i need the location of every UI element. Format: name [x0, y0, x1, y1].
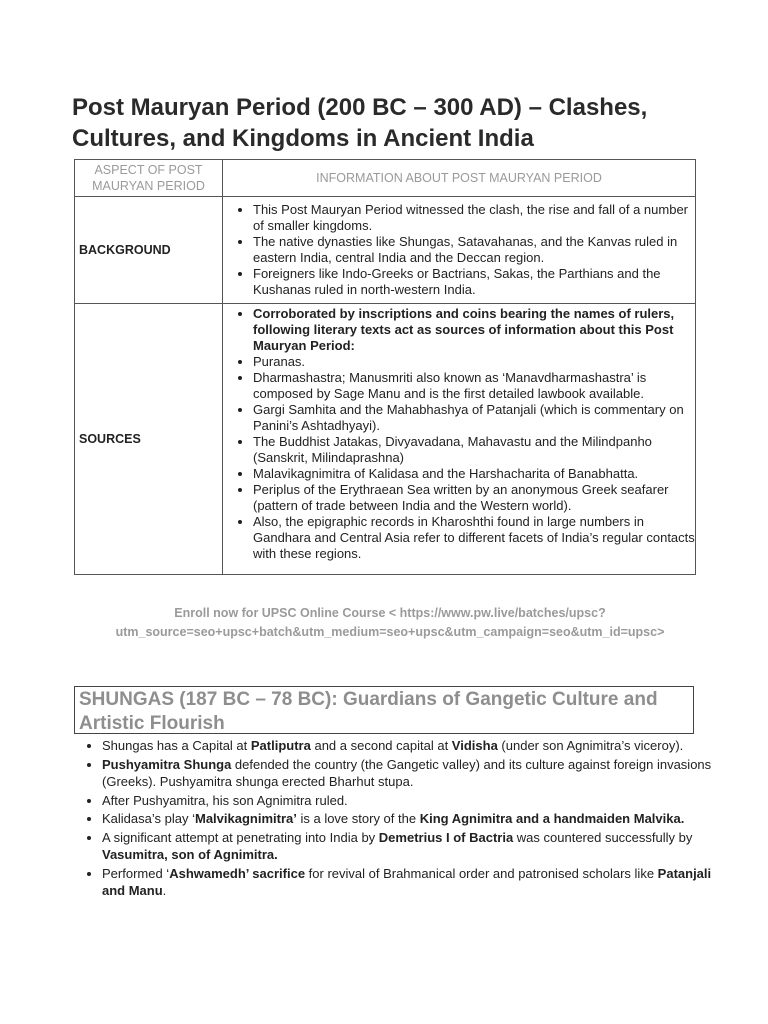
text: .: [162, 883, 167, 898]
list-item: [102, 829, 722, 864]
text: (under son Agnimitra’s viceroy).: [497, 738, 684, 753]
sources-list: [223, 306, 695, 562]
sources-info-cell: [223, 304, 696, 575]
list-item: [102, 737, 722, 755]
text: Demetrius I of Bactria: [378, 829, 514, 845]
background-info-cell: [223, 197, 696, 304]
text: Vidisha: [451, 738, 498, 753]
text: Performed ‘: [102, 865, 170, 881]
text: Patanjali and Manu: [102, 865, 712, 898]
page-title: Post Mauryan Period (200 BC – 300 AD) – Clashes, Cultures, and Kingdoms in Ancient India: [72, 94, 648, 152]
shungas-list: [72, 737, 722, 901]
text: is a love story of the: [296, 811, 420, 826]
table-row-sources: [75, 304, 696, 575]
list-item: • This Post Mauryan Period witnessed the clash, the rise and fall of a number of smaller kingdoms.: [253, 202, 695, 234]
list-item: [102, 810, 722, 828]
table-header-row: [75, 160, 696, 197]
row-label-background: BACKGROUND: [75, 197, 223, 304]
list-item: • Puranas.: [253, 354, 695, 370]
list-item: • Malavikagnimitra of Kalidasa and the Harshacharita of Banabhatta.: [253, 466, 695, 482]
text: Ashwamedh’ sacrifice: [169, 865, 306, 881]
text: Malvikagnimitra’: [194, 811, 297, 826]
list-item: • Foreigners like Indo-Greeks or Bactrians, Sakas, the Parthians and the Kushanas ruled in north-western India.: [253, 266, 695, 298]
table-row-background: [75, 197, 696, 304]
list-item: • Periplus of the Erythraean Sea written by an anonymous Greek seafarer (pattern of trade between India and the Western world).: [253, 482, 695, 514]
enroll-link[interactable]: Enroll now for UPSC Online Course < https://www.pw.live/batches/upsc?utm_source=seo+upsc+batch&utm_medium=seo+upsc&utm_campaign=seo&utm_id=upsc>: [115, 606, 665, 639]
text: Pushyamitra Shunga: [102, 756, 232, 772]
background-list: [223, 202, 695, 298]
text: Patliputra: [250, 738, 311, 753]
text: defended the country (the Gangetic valley) and its culture against foreign invasions (Greeks). Pushyamitra shunga erected Bharhut stupa.: [102, 756, 712, 789]
list-item: • After Pushyamitra, his son Agnimitra ruled.: [102, 792, 722, 810]
column-header-information: INFORMATION ABOUT POST MAURYAN PERIOD: [223, 160, 696, 197]
text: A significant attempt at penetrating into India by: [102, 829, 379, 845]
text: was countered successfully by: [513, 829, 693, 845]
text: and a second capital at: [310, 738, 452, 753]
list-item: [102, 756, 722, 791]
list-item: • The Buddhist Jatakas, Divyavadana, Mahavastu and the Milindpanho (Sanskrit, Milindaprashna): [253, 434, 695, 466]
text: King Agnimitra and a handmaiden Malvika.: [419, 811, 685, 826]
text: Shungas has a Capital at: [102, 738, 251, 753]
row-label-sources: SOURCES: [75, 304, 223, 575]
text: Kalidasa’s play ‘: [102, 811, 195, 826]
list-item: • Corroborated by inscriptions and coins bearing the names of rulers, following literary texts act as sources of information about this Post Mauryan Period:: [253, 306, 695, 354]
list-item: • Dharmashastra; Manusmriti also known as ‘Manavdharmashastra’ is composed by Sage Manu and is the first detailed lawbook available.: [253, 370, 695, 402]
post-mauryan-table: [74, 159, 696, 575]
text: for revival of Brahmanical order and patronised scholars like: [305, 865, 658, 881]
list-item: [102, 865, 722, 900]
list-item: • Gargi Samhita and the Mahabhashya of Patanjali (which is commentary on Panini’s Ashtadhyayi).: [253, 402, 695, 434]
column-header-aspect: ASPECT OF POST MAURYAN PERIOD: [75, 160, 223, 197]
list-item: • The native dynasties like Shungas, Satavahanas, and the Kanvas ruled in eastern India, central India and the Deccan region.: [253, 234, 695, 266]
section-heading: SHUNGAS (187 BC – 78 BC): Guardians of Gangetic Culture and Artistic Flourish: [79, 689, 658, 734]
list-item: • Also, the epigraphic records in Kharoshthi found in large numbers in Gandhara and Central Asia refer to different facets of India’s regular contacts with these regions.: [253, 514, 695, 562]
text: Vasumitra, son of Agnimitra.: [102, 847, 278, 862]
